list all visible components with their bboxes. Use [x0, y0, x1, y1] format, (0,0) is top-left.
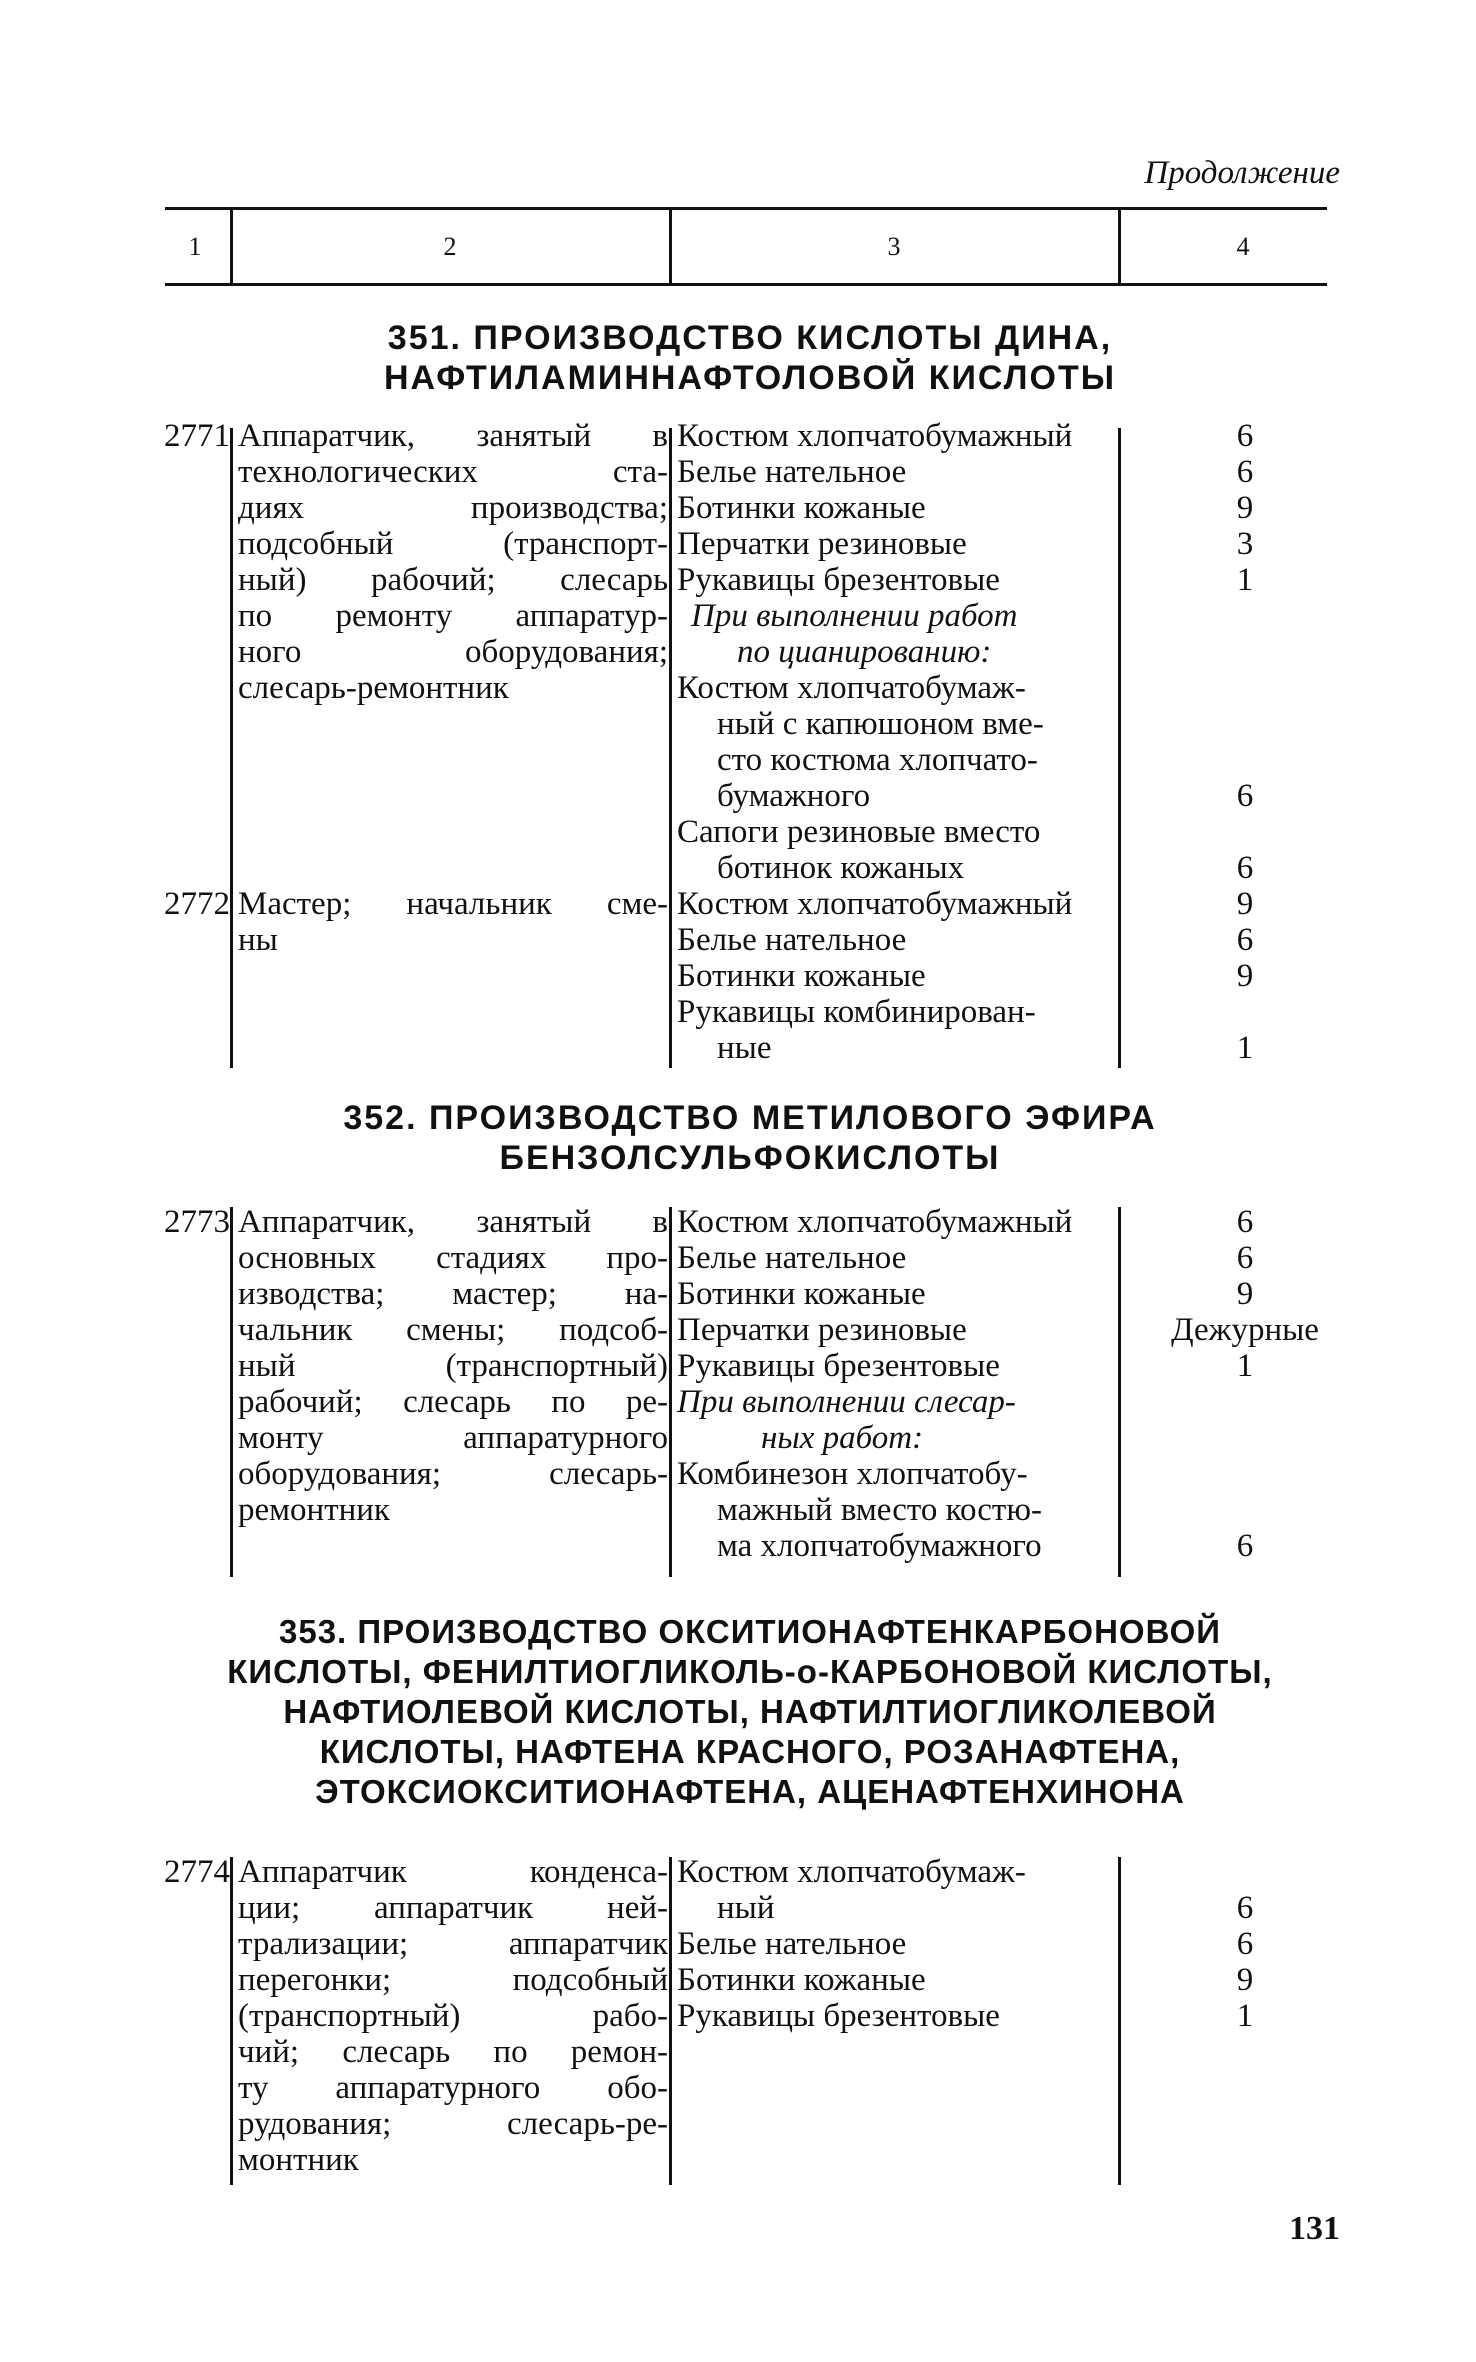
- quantity-cell: 6 6 9 1: [1236, 1890, 1254, 2034]
- row-number: 2771: [164, 418, 230, 454]
- section-heading: 352. ПРОИЗВОДСТВО МЕТИЛОВОГО ЭФИРА БЕНЗОЛСУЛЬФОКИСЛОТЫ: [343, 1099, 1157, 1177]
- column-header-4: 4: [1236, 232, 1250, 261]
- column-header-2: 2: [443, 232, 457, 261]
- column-header-1: 1: [188, 232, 202, 261]
- column-divider-1: [230, 428, 233, 1068]
- quantity-cell: 6 6 9 3 1 6 6: [1236, 418, 1254, 886]
- column-divider-1: [230, 210, 233, 283]
- column-divider-2: [669, 1207, 672, 1577]
- column-divider-2: [669, 428, 672, 1068]
- profession-cell: Аппаратчик конденса- ции; аппаратчик ней- трализации; аппаратчик перегонки; подсобный (транспортный) рабо- чий; слесарь по ремон- ту аппаратурного обо- рудования; слесарь-ре- монтник: [238, 1854, 668, 2178]
- row-number: 2773: [164, 1204, 230, 1240]
- section-heading: 351. ПРОИЗВОДСТВО КИСЛОТЫ ДИНА, НАФТИЛАМИННАФТОЛОВОЙ КИСЛОТЫ: [383, 319, 1116, 397]
- quantity-cell: 9 6 9 1: [1236, 886, 1254, 1066]
- items-cell: Костюм хлопчатобумаж- ный Белье нательное Ботинки кожаные Рукавицы брезентовые: [677, 1854, 1026, 2034]
- table-header-rule: [165, 283, 1327, 286]
- table-top-rule: [165, 207, 1327, 210]
- profession-cell: Аппаратчик, занятый в технологических ста- диях производства; подсобный (транспорт- ный) рабочий; слесарь по ремонту аппаратур- ного оборудования; слесарь-ремонтник: [238, 418, 668, 706]
- page-number: 131: [1289, 2210, 1340, 2247]
- items-cell: Костюм хлопчатобумажный Белье нательное Ботинки кожаные Перчатки резиновые Рукавицы брезентовые При выполнении слесар- ных работ: Комбинезон хлопчатобу- мажный вместо костю- ма хлопчатобумажного: [677, 1204, 1073, 1564]
- column-header-3: 3: [887, 232, 901, 261]
- profession-cell: Мастер; начальник сме- ны: [238, 886, 668, 958]
- continuation-label: Продолжение: [1144, 155, 1340, 191]
- section-heading: 353. ПРОИЗВОДСТВО ОКСИТИОНАФТЕНКАРБОНОВОЙ КИСЛОТЫ, ФЕНИЛТИОГЛИКОЛЬ-о-КАРБОНОВОЙ КИСЛОТЫ, НАФТИОЛЕВОЙ КИСЛОТЫ, НАФТИЛТИОГЛИКОЛЕВОЙ КИСЛОТЫ, НАФТЕНА КРАСНОГО, РОЗАНАФТЕНА, ЭТОКСИОКСИТИОНАФТЕНА, АЦЕНАФТЕНХИНОНА: [227, 1613, 1273, 1810]
- column-divider-1: [230, 1857, 233, 2185]
- column-divider-2: [669, 1857, 672, 2185]
- row-number: 2774: [164, 1854, 230, 1890]
- column-divider-1: [230, 1207, 233, 1577]
- profession-cell: Аппаратчик, занятый в основных стадиях про- изводства; мастер; на- чальник смены; подсоб- ный (транспортный) рабочий; слесарь по ре- монту аппаратурного оборудования; слесарь- ремонтник: [238, 1204, 668, 1528]
- quantity-cell: 6 6 9 Дежурные 1 6: [1171, 1204, 1319, 1564]
- items-cell: Костюм хлопчатобумажный Белье нательное Ботинки кожаные Рукавицы комбинирован- ные: [677, 886, 1073, 1066]
- column-divider-2: [669, 210, 672, 283]
- row-number: 2772: [164, 886, 230, 922]
- column-divider-3: [1118, 210, 1121, 283]
- items-cell: Костюм хлопчатобумажный Белье нательное Ботинки кожаные Перчатки резиновые Рукавицы брезентовые При выполнении работ по цианированию: Костюм хлопчатобумаж- ный с капюшоном вме- сто костюма хлопчато- бумажного Сапоги резиновые вместо ботинок кожаных: [677, 418, 1073, 886]
